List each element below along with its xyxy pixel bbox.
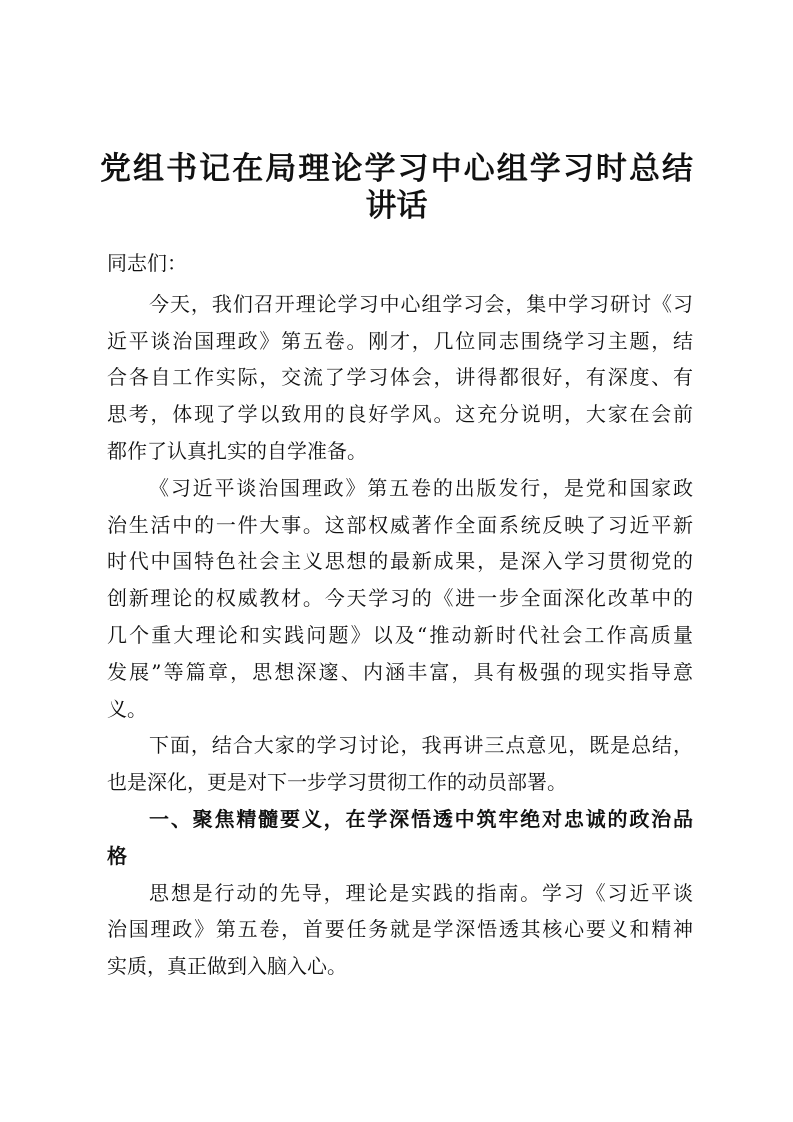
salutation: 同志们： [107, 251, 187, 275]
title-line: 党组书记在局理论学习中心组学习时总结 [100, 151, 693, 187]
text-line: 一、聚焦精髓要义，在学深悟透中筑牢绝对忠诚的政治品 [149, 806, 693, 831]
paragraphs [107, 286, 693, 985]
text-line: 也是深化，更是对下一步学习贯彻工作的动员部署。 [107, 770, 567, 795]
paragraph [107, 727, 693, 801]
text-line: 创新理论的权威教材。今天学习的《进一步全面深化改革中的 [107, 586, 693, 611]
text-line: 都作了认真扎实的自学准备。 [107, 438, 367, 463]
text-line: 《习近平谈治国理政》第五卷的出版发行，是党和国家政 [149, 475, 693, 500]
paragraph [107, 875, 693, 985]
text-line: 义。 [107, 696, 147, 721]
text-line: 近平谈治国理政》第五卷。刚才，几位同志围绕学习主题，结 [107, 328, 693, 353]
text-line: 合各自工作实际，交流了学习体会，讲得都很好，有深度、有 [107, 365, 693, 390]
text-line: 今天，我们召开理论学习中心组学习会，集中学习研讨《习 [149, 291, 693, 316]
text-line: 思想是行动的先导，理论是实践的指南。学习《习近平谈 [149, 880, 693, 905]
text-line: 几个重大理论和实践问题》以及“推动新时代社会工作高质量 [107, 622, 693, 647]
title-line: 讲话 [365, 187, 428, 224]
paragraph [107, 470, 693, 728]
text-line: 格 [107, 843, 127, 868]
text-line: 思考，体现了学以致用的良好学风。这充分说明，大家在会前 [107, 402, 693, 427]
text-line: 下面，结合大家的学习讨论，我再讲三点意见，既是总结， [149, 733, 693, 758]
text-line: 时代中国特色社会主义思想的最新成果，是深入学习贯彻党的 [107, 549, 693, 574]
paragraph [107, 286, 693, 470]
document-title [100, 150, 693, 224]
text-line: 治生活中的一件大事。这部权威著作全面系统反映了习近平新 [107, 512, 693, 537]
document-body [107, 245, 693, 985]
text-line: 治国理政》第五卷，首要任务就是学深悟透其核心要义和精神 [107, 917, 693, 942]
section-heading [107, 801, 693, 875]
text-line: 发展”等篇章，思想深邃、内涵丰富，具有极强的现实指导意 [107, 659, 693, 684]
text-line: 实质，真正做到入脑入心。 [107, 954, 347, 979]
